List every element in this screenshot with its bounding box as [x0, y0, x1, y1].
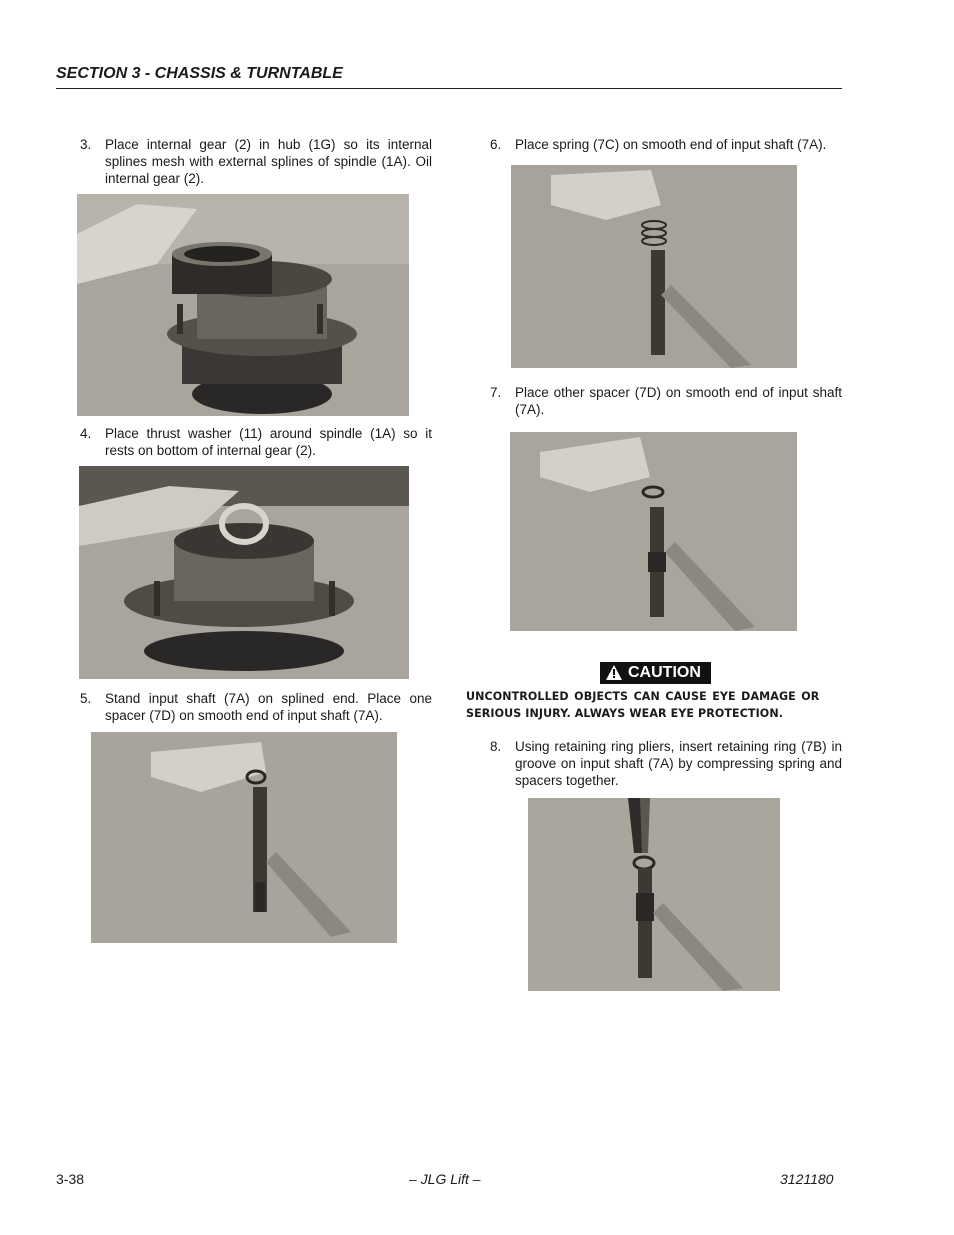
step-number: 3.	[80, 137, 92, 152]
page-number: 3-38	[56, 1171, 85, 1187]
step-number: 5.	[80, 691, 92, 706]
footer-brand: – JLG Lift –	[409, 1171, 481, 1187]
step-text: Place thrust washer (11) around spindle (1A) so it rests on bottom of internal gear (2).	[105, 426, 432, 458]
section-title: SECTION 3 - CHASSIS & TURNTABLE	[56, 65, 343, 82]
warning-triangle-icon	[606, 665, 622, 680]
document-number: 3121180	[780, 1171, 834, 1187]
photo-thrust-washer	[79, 466, 409, 679]
photo-input-shaft-spacer	[91, 732, 397, 943]
step-number: 8.	[490, 739, 502, 754]
step-7	[490, 384, 842, 418]
photo-retaining-ring	[528, 798, 780, 991]
step-text: Stand input shaft (7A) on splined end. Place one spacer (7D) on smooth end of input shaft (7A).	[105, 691, 432, 723]
step-5	[80, 690, 432, 724]
caution-message: UNCONTROLLED OBJECTS CAN CAUSE EYE DAMAGE OR SERIOUS INJURY. ALWAYS WEAR EYE PROTECTION.	[466, 689, 820, 720]
step-4	[80, 425, 432, 459]
step-text: Using retaining ring pliers, insert retaining ring (7B) in groove on input shaft (7A) by compressing spring and spacers together.	[515, 739, 842, 788]
step-3	[80, 136, 432, 187]
caution-badge	[600, 662, 711, 684]
photo-internal-gear-in-hub	[77, 194, 409, 416]
caution-box	[600, 662, 711, 684]
step-text: Place spring (7C) on smooth end of input shaft (7A).	[515, 137, 827, 152]
step-number: 6.	[490, 137, 502, 152]
caution-label: CAUTION	[628, 664, 701, 681]
step-text: Place internal gear (2) in hub (1G) so its internal splines mesh with external splines of spindle (1A). Oil internal gear (2).	[105, 137, 432, 186]
step-number: 7.	[490, 385, 502, 400]
photo-spring-on-shaft	[511, 165, 797, 368]
step-6	[490, 136, 842, 153]
photo-other-spacer	[510, 432, 797, 631]
page-header	[56, 64, 842, 89]
step-number: 4.	[80, 426, 92, 441]
step-text: Place other spacer (7D) on smooth end of input shaft (7A).	[515, 385, 842, 417]
step-8	[490, 738, 842, 789]
